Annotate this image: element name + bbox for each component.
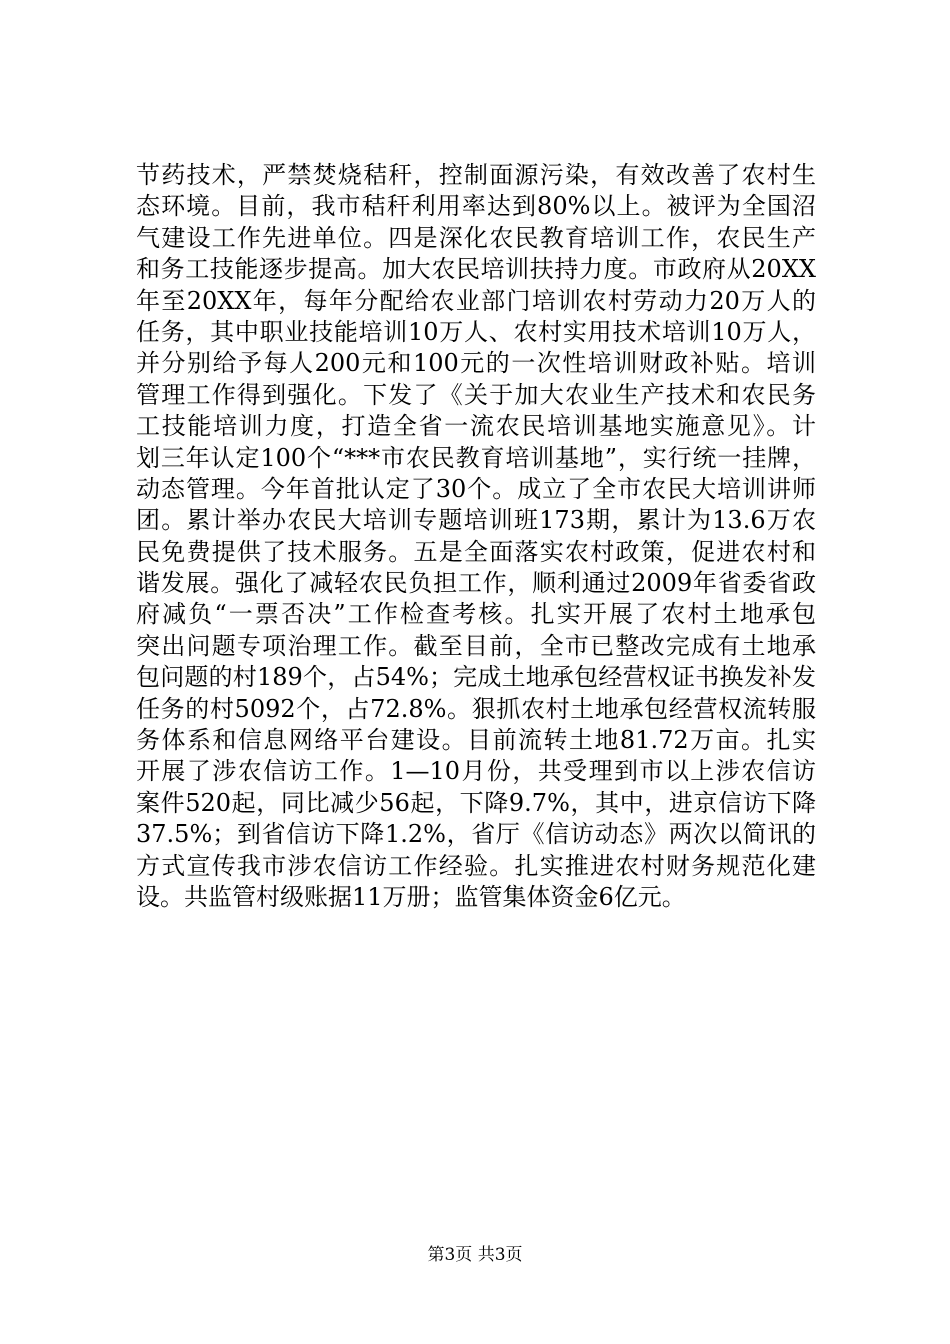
text-line: 团。累计举办农民大培训专题培训班173期，累计为13.6万农 xyxy=(136,506,816,535)
text-line: 案件520起，同比减少56起，下降9.7%，其中，进京信访下降 xyxy=(136,788,816,817)
text-line: 并分别给予每人200元和100元的一次性培训财政补贴。培训 xyxy=(136,349,816,378)
text-line: 划三年认定100个“***市农民教育培训基地”，实行统一挂牌， xyxy=(136,443,816,472)
text-line: 开展了涉农信访工作。1—10月份，共受理到市以上涉农信访 xyxy=(136,757,816,786)
text-line: 任务的村5092个，占72.8%。狠抓农村土地承包经营权流转服 xyxy=(136,694,816,723)
page-number: 第3页 共3页 xyxy=(427,1245,523,1265)
page-footer xyxy=(0,1243,950,1267)
text-line: 和务工技能逐步提高。加大农民培训扶持力度。市政府从20XX xyxy=(136,255,816,284)
text-line: 谐发展。强化了减轻农民负担工作，顺利通过2009年省委省政 xyxy=(136,569,816,598)
body-paragraph xyxy=(136,160,816,913)
text-line: 府减负“一票否决”工作检查考核。扎实开展了农村土地承包 xyxy=(136,600,816,629)
text-line: 务体系和信息网络平台建设。目前流转土地81.72万亩。扎实 xyxy=(136,726,816,755)
text-line: 年至20XX年，每年分配给农业部门培训农村劳动力20万人的 xyxy=(136,286,816,315)
text-line: 包问题的村189个，占54%；完成土地承包经营权证书换发补发 xyxy=(136,663,816,692)
text-line: 突出问题专项治理工作。截至目前，全市已整改完成有土地承 xyxy=(136,631,816,660)
text-line: 态环境。目前，我市秸秆利用率达到80%以上。被评为全国沼 xyxy=(136,192,816,221)
text-line: 动态管理。今年首批认定了30个。成立了全市农民大培训讲师 xyxy=(136,474,816,503)
text-line: 设。共监管村级账据11万册；监管集体资金6亿元。 xyxy=(136,882,686,911)
text-line: 节药技术，严禁焚烧秸秆，控制面源污染，有效改善了农村生 xyxy=(136,161,816,189)
text-line: 工技能培训力度，打造全省一流农民培训基地实施意见》。计 xyxy=(136,412,816,441)
text-line: 管理工作得到强化。下发了《关于加大农业生产技术和农民务 xyxy=(136,380,816,409)
text-line: 气建设工作先进单位。四是深化农民教育培训工作，农民生产 xyxy=(136,223,816,252)
text-line: 任务，其中职业技能培训10万人、农村实用技术培训10万人， xyxy=(136,317,816,346)
text-line: 37.5%；到省信访下降1.2%，省厅《信访动态》两次以简讯的 xyxy=(136,820,816,849)
text-line: 民免费提供了技术服务。五是全面落实农村政策，促进农村和 xyxy=(136,537,816,566)
text-line: 方式宣传我市涉农信访工作经验。扎实推进农村财务规范化建 xyxy=(136,851,816,880)
